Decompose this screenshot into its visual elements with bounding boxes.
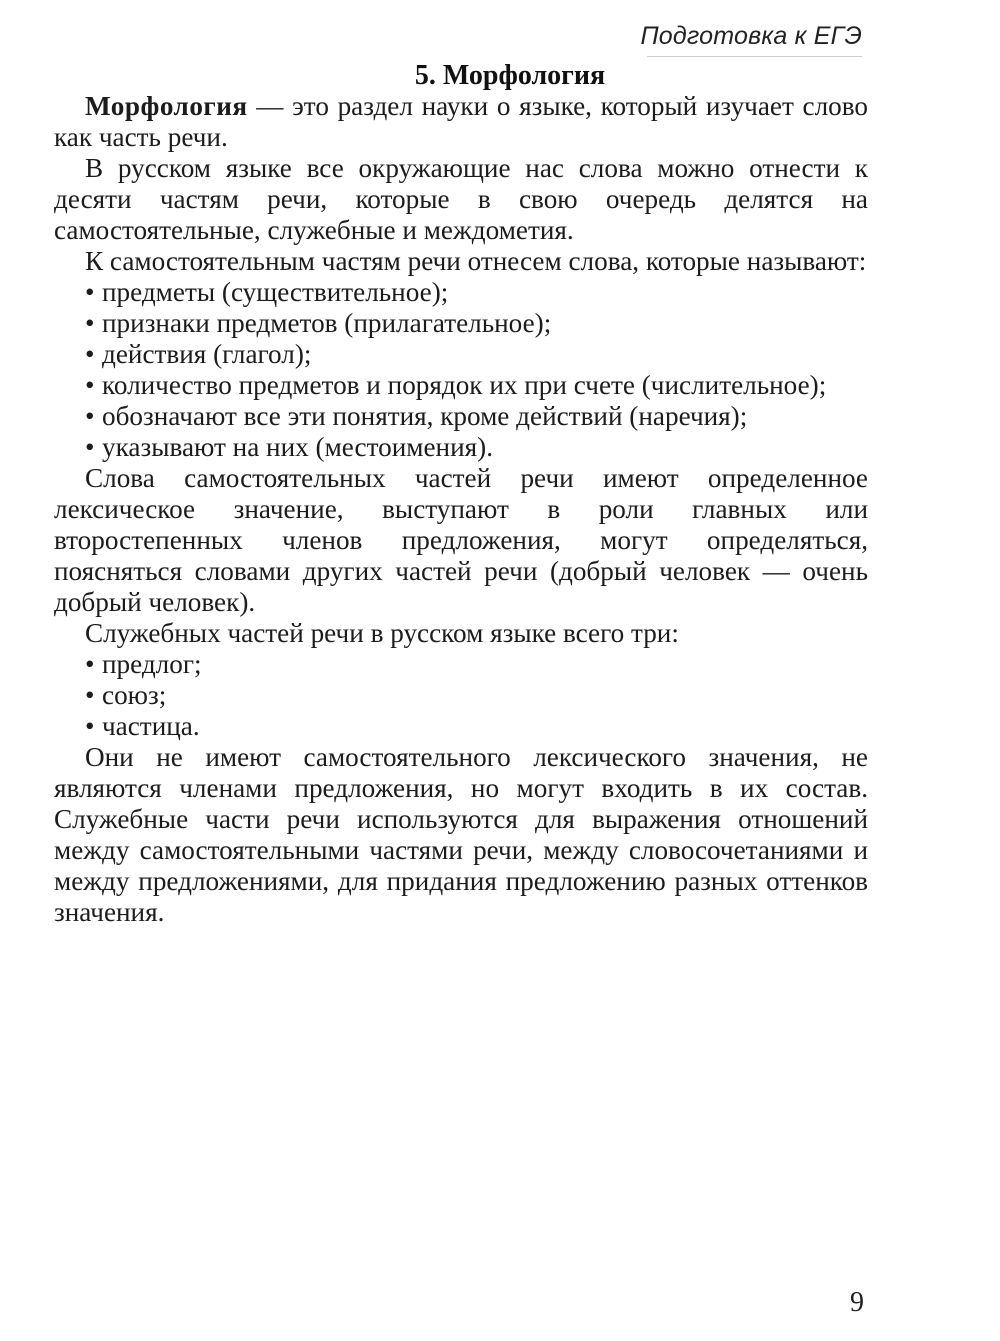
list-item-text: частица. <box>102 711 200 741</box>
list-item-text: предметы (существительное); <box>102 277 449 307</box>
list-item <box>54 308 868 339</box>
independent-parts-list <box>54 277 868 463</box>
paragraph-auxiliary-intro: Служебных частей речи в русском языке всего три: <box>85 618 679 648</box>
paragraph-independent-properties: Слова самостоятельных частей речи имеют определенное лексическое значение, выступают в роли главных или второстепенных членов предложения, могут определяться, поясняться словами других частей речи (добрый человек — очень добрый человек). <box>54 463 868 617</box>
bullet-icon: • <box>85 711 95 741</box>
list-item-text: количество предметов и порядок их при счете (числительное); <box>102 370 827 400</box>
section-title <box>0 60 1000 92</box>
list-item <box>54 432 868 463</box>
intro-paragraph <box>54 91 868 153</box>
list-item-text: обозначают все эти понятия, кроме действий (наречия); <box>102 401 748 431</box>
bullet-icon: • <box>85 277 95 307</box>
paragraph-parts-of-speech: В русском языке все окружающие нас слова можно отнести к десяти частям речи, которые в свою очередь делятся на самостоятельные, служебные и междометия. <box>54 153 868 245</box>
list-item-text: предлог; <box>102 649 202 679</box>
header-rule <box>647 56 862 57</box>
list-item-text: признаки предметов (прилагательное); <box>102 308 552 338</box>
running-header: Подготовка к ЕГЭ <box>640 22 862 50</box>
list-item-text: действия (глагол); <box>102 339 312 369</box>
bullet-icon: • <box>85 432 95 462</box>
section-title-text: 5. Морфология <box>414 60 606 91</box>
list-item <box>54 680 868 711</box>
list-item <box>54 277 868 308</box>
bullet-icon: • <box>85 401 95 431</box>
bullet-icon: • <box>85 308 95 338</box>
list-item-text: союз; <box>102 680 167 710</box>
bullet-icon: • <box>85 370 95 400</box>
bullet-icon: • <box>85 339 95 369</box>
page-number: 9 <box>850 1287 864 1318</box>
list-item <box>54 370 868 401</box>
auxiliary-parts-list <box>54 649 868 742</box>
list-item <box>54 339 868 370</box>
bullet-icon: • <box>85 649 95 679</box>
list-item <box>54 649 868 680</box>
intro-definition: — это раздел науки о языке, который изучает слово как часть речи. <box>54 91 868 152</box>
paragraph-independent-intro: К самостоятельным частям речи отнесем слова, которые называют: <box>85 246 867 276</box>
bullet-icon: • <box>85 680 95 710</box>
intro-term: Морфология <box>85 91 248 121</box>
list-item-text: указывают на них (местоимения). <box>102 432 494 462</box>
body-text <box>54 91 868 928</box>
list-item <box>54 711 868 742</box>
paragraph-auxiliary-properties: Они не имеют самостоятельного лексического значения, не являются членами предложения, но могут входить в их состав. Служебные части речи используются для выражения отношений между самостоятельными частями речи, между словосочетаниями и между предложениями, для придания предложению разных оттенков значения. <box>54 742 868 927</box>
list-item <box>54 401 868 432</box>
